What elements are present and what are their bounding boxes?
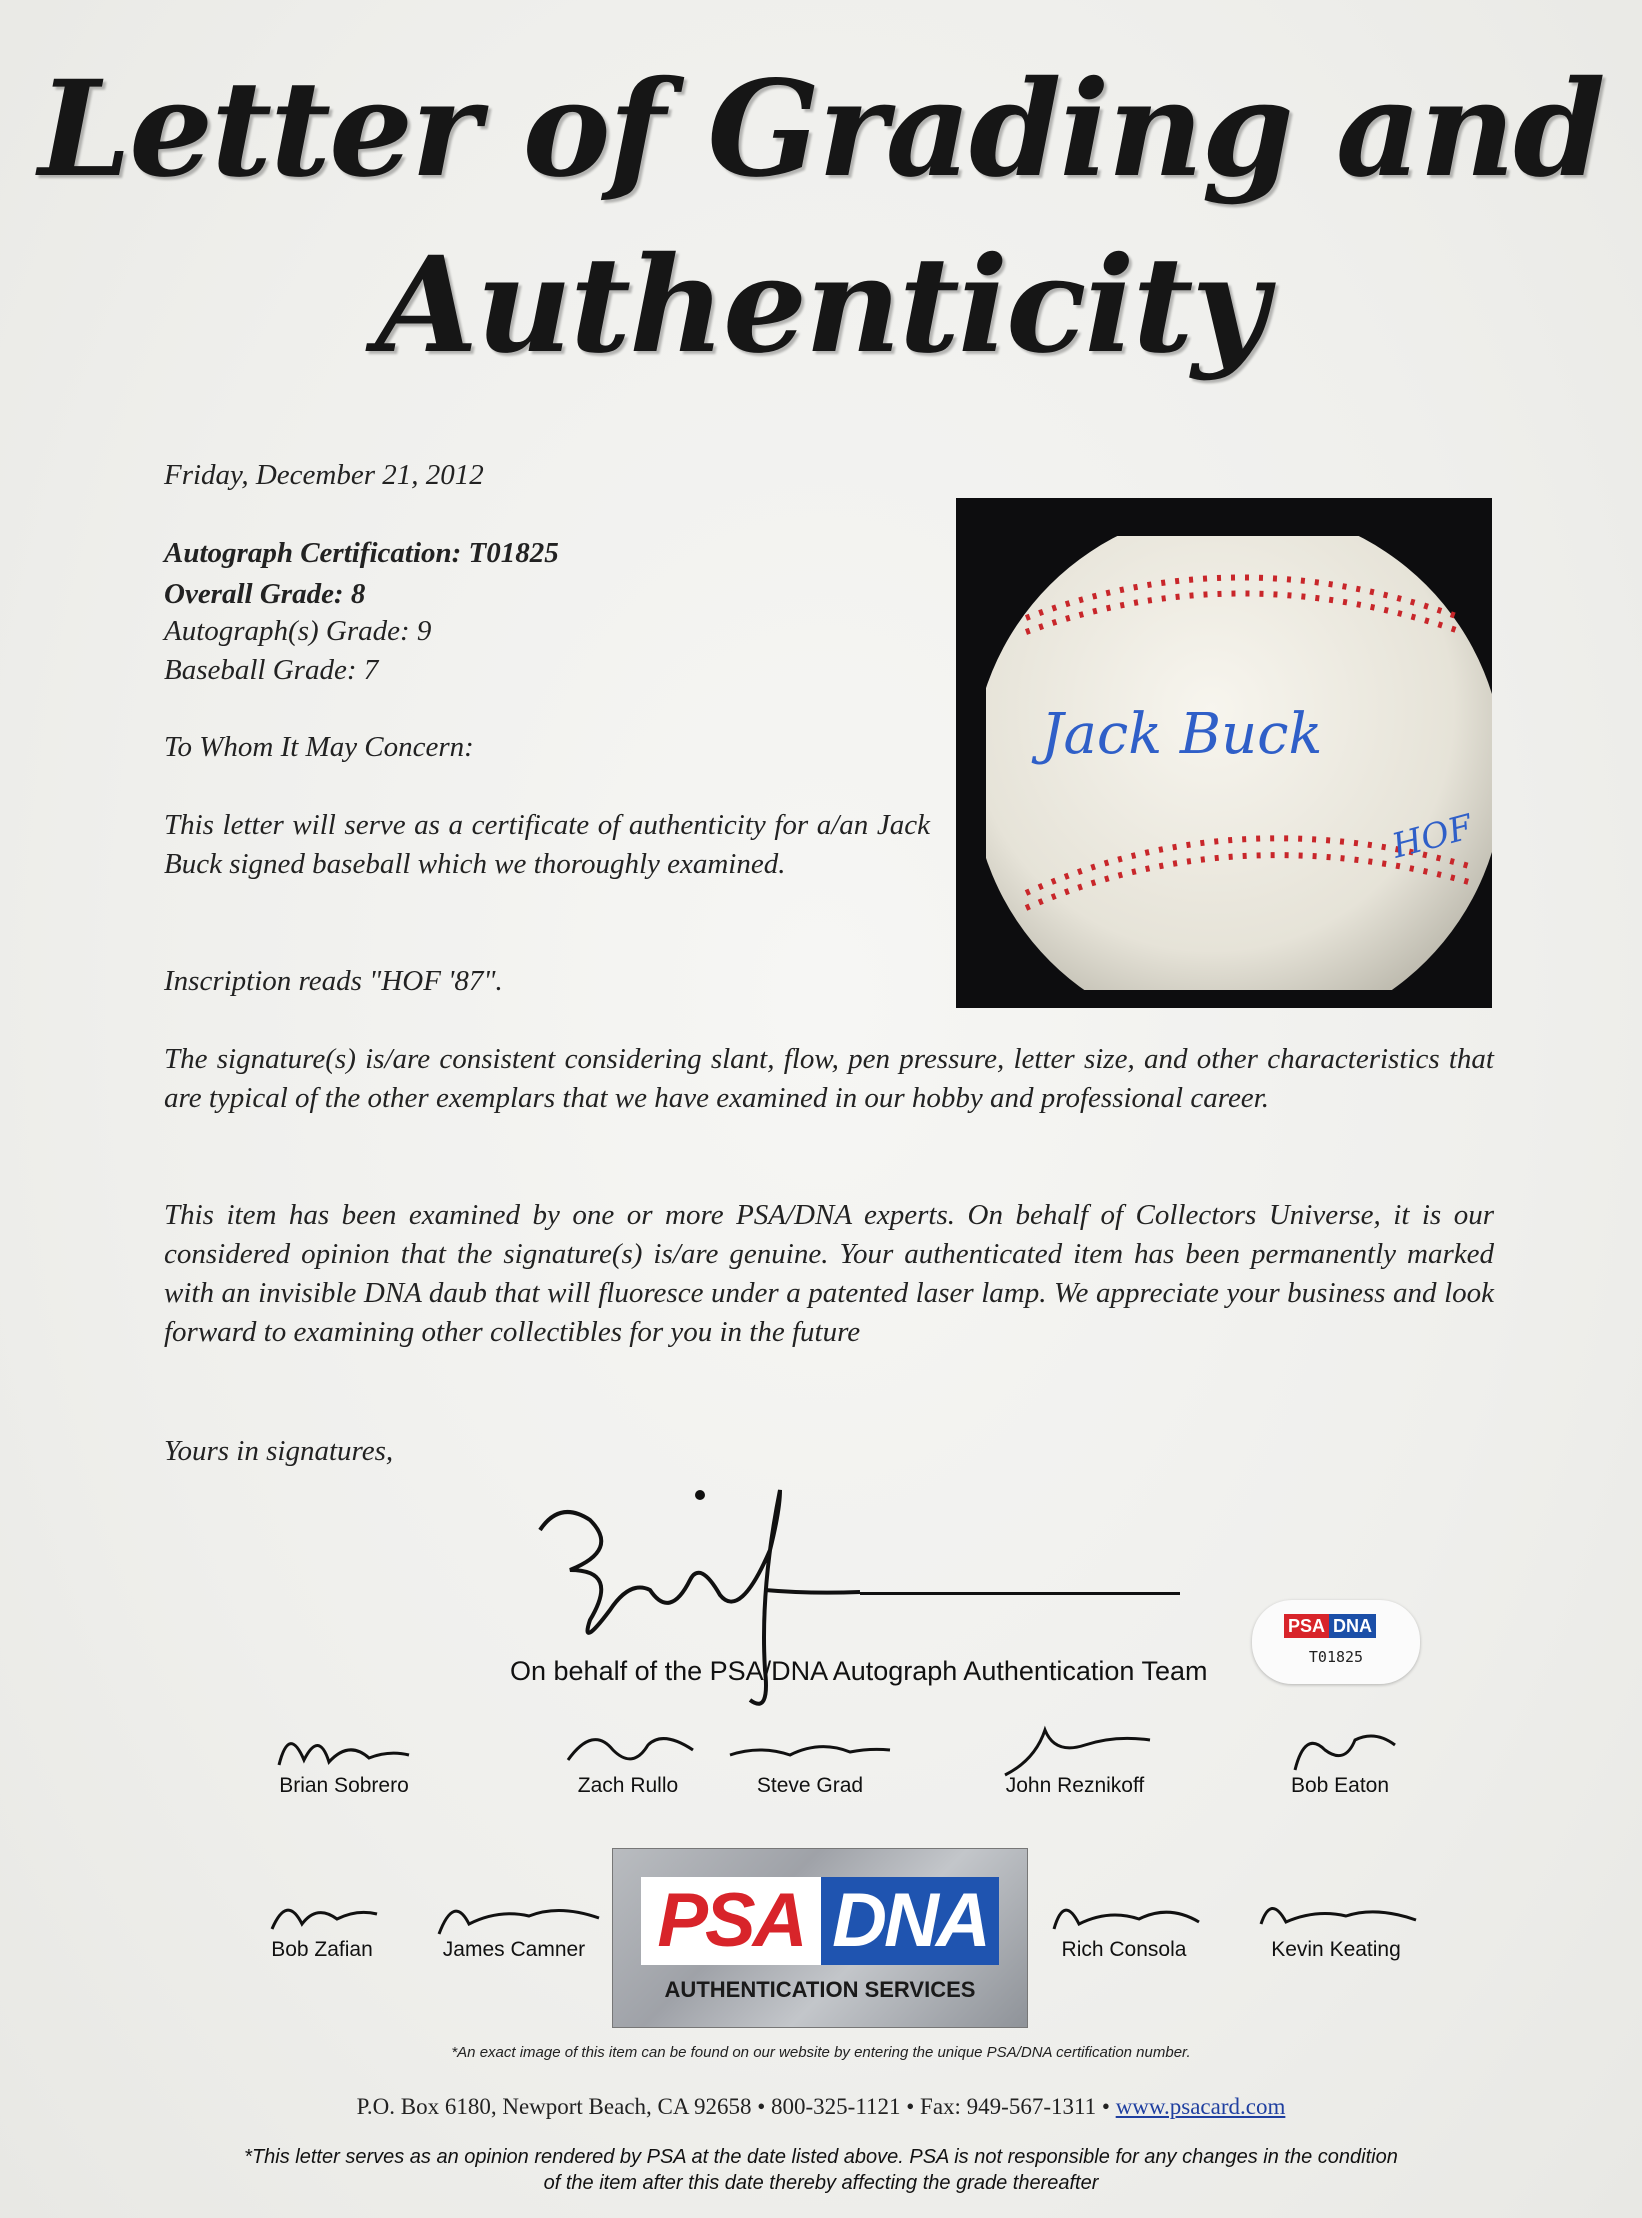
team-member-name: Brian Sobrero xyxy=(279,1774,409,1797)
sticker-psa: PSA xyxy=(1284,1614,1329,1638)
sticker-dna: DNA xyxy=(1329,1614,1376,1638)
closing: Yours in signatures, xyxy=(164,1435,394,1467)
sticker-cert-number: T01825 xyxy=(1308,1648,1364,1666)
team-member: John Reznikoff xyxy=(975,1720,1175,1798)
team-member: Bob Eaton xyxy=(1240,1720,1440,1798)
baseball-illustration xyxy=(956,498,1492,1008)
badge-dna: DNA xyxy=(821,1877,999,1965)
baseball-grade: Baseball Grade: 7 xyxy=(164,654,379,686)
autograph-grade: Autograph(s) Grade: 9 xyxy=(164,615,432,647)
team-member: Rich Consola xyxy=(1024,1884,1224,1962)
exact-image-note: *An exact image of this item can be found on our website by entering the unique PSA/DNA certification number. xyxy=(451,2044,1191,2061)
team-member: Kevin Keating xyxy=(1236,1884,1436,1962)
badge-psa: PSA xyxy=(641,1877,821,1965)
address-text: P.O. Box 6180, Newport Beach, CA 92658 • 800-325-1121 • Fax: 949-567-1311 • xyxy=(356,2094,1110,2119)
badge-services-label: AUTHENTICATION SERVICES xyxy=(664,1977,976,2002)
sticker-logo xyxy=(1284,1614,1376,1638)
team-member: Zach Rullo xyxy=(528,1720,728,1798)
disclaimer-line2: of the item after this date thereby affecting the grade thereafter xyxy=(543,2172,1099,2194)
paragraph-certificate: This letter will serve as a certificate of authenticity for a/an Jack Buck signed baseball which we thoroughly examined. xyxy=(164,809,930,880)
letter-title-line1: Letter of Grading and xyxy=(38,52,1604,207)
disclaimer-line1: *This letter serves as an opinion rendered by PSA at the date listed above. PSA is not responsible for any changes in the condition xyxy=(244,2146,1398,2168)
team-member xyxy=(244,1720,444,1798)
letter-title-line2: Authenticity xyxy=(375,228,1267,383)
contact-address xyxy=(0,2094,1642,2120)
ball-inscription: HOF xyxy=(1387,807,1477,867)
inscription-note: Inscription reads "HOF '87". xyxy=(164,965,503,997)
badge-logo xyxy=(641,1877,999,1965)
certification-number: Autograph Certification: T01825 xyxy=(164,537,559,569)
team-member: Bob Zafian xyxy=(222,1884,422,1962)
team-signature xyxy=(269,1720,419,1780)
website-link[interactable]: www.psacard.com xyxy=(1115,2094,1286,2119)
baseball-photo xyxy=(956,498,1492,1008)
paragraph-consistency: The signature(s) is/are consistent considering slant, flow, pen pressure, letter size, and other characteristics that are typical of the other exemplars that we have examined in our hobby and professional career. xyxy=(164,1043,1494,1114)
team-member: James Camner xyxy=(414,1884,614,1962)
behalf-caption: On behalf of the PSA/DNA Autograph Authentication Team xyxy=(510,1656,1208,1686)
authentication-badge xyxy=(612,1848,1028,2028)
salutation: To Whom It May Concern: xyxy=(164,731,474,763)
psa-dna-sticker xyxy=(1252,1600,1420,1684)
ball-autograph: Jack Buck xyxy=(1041,702,1323,767)
main-signature xyxy=(530,1470,870,1730)
disclaimer xyxy=(0,2144,1642,2196)
letter-date: Friday, December 21, 2012 xyxy=(164,459,484,491)
team-member: Steve Grad xyxy=(710,1720,910,1798)
paragraph-examination: This item has been examined by one or more PSA/DNA experts. On behalf of Collectors Universe, it is our considered opinion that the signature(s) is/are genuine. Your authenticated item has been permanently marked with an invisible DNA daub that will fluoresce under a patented laser lamp. We appreciate your business and look forward to examining other collectibles for you in the future xyxy=(164,1199,1494,1348)
signature-line xyxy=(860,1592,1180,1595)
overall-grade: Overall Grade: 8 xyxy=(164,578,366,610)
